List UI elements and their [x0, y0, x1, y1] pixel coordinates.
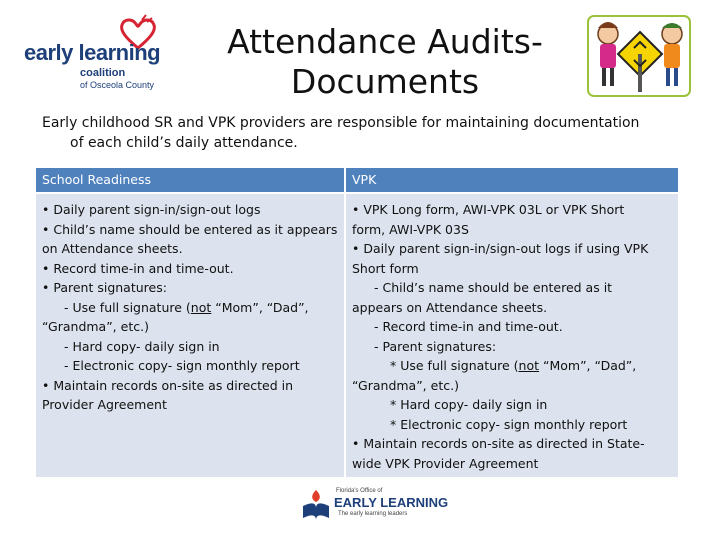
logo-text-coalition: coalition — [80, 67, 126, 79]
footer-line-1: Florida's Office of — [336, 488, 383, 494]
vpk-line: Short form — [352, 260, 419, 276]
sr-line: • Record time-in and time-out. — [42, 260, 234, 276]
sr-line: “Grandma”, etc.) — [42, 319, 149, 334]
title-line-2: Documents — [290, 62, 480, 101]
vpk-line: - Record time-in and time-out. — [374, 319, 563, 334]
logo-text-main: early learning — [24, 40, 161, 65]
vpk-line: • VPK Long form, AWI-VPK 03L or VPK Short — [352, 202, 625, 217]
children-sign-illustration — [584, 10, 694, 102]
sr-line: on Attendance sheets. — [42, 241, 183, 256]
table-body-row — [36, 194, 678, 477]
vpk-line: * Hard copy- daily sign in — [390, 397, 548, 412]
intro-text — [42, 113, 682, 153]
title-line-1: Attendance Audits- — [227, 22, 543, 61]
intro-line-1: Early childhood SR and VPK providers are responsible for maintaining documentation — [42, 115, 640, 131]
page-title — [200, 22, 570, 102]
kids-crossing-icon — [584, 10, 694, 102]
sr-line: - Hard copy- daily sign in — [64, 338, 220, 354]
office-of-early-learning-logo — [296, 486, 449, 526]
sr-line: • Child’s name should be entered as it appears — [42, 221, 338, 237]
vpk-line: • Maintain records on-site as directed in State- — [352, 436, 645, 451]
sr-line-signature: - Use full signature (not “Mom”, “Dad”, — [64, 299, 309, 315]
book-flame-icon — [300, 488, 332, 522]
vpk-line: - Child’s name should be entered as it — [374, 280, 613, 295]
coalition-logo — [22, 14, 172, 94]
vpk-line: “Grandma”, etc.) — [352, 377, 459, 393]
sr-line: • Parent signatures: — [42, 280, 167, 295]
header-vpk: VPK — [346, 168, 678, 192]
footer-line-3: The early learning leaders — [338, 511, 408, 517]
school-readiness-cell — [36, 194, 346, 477]
sr-line: - Electronic copy- sign monthly report — [64, 358, 300, 373]
sr-line: • Daily parent sign-in/sign-out logs — [42, 202, 261, 217]
intro-line-2: of each child’s daily attendance. — [70, 135, 298, 151]
vpk-line: • Daily parent sign-in/sign-out logs if using VPK — [352, 241, 649, 256]
logo-text-county: of Osceola County — [80, 80, 155, 90]
attendance-table — [36, 168, 678, 477]
table-header-row — [36, 168, 678, 192]
sr-line: • Maintain records on-site as directed in — [42, 377, 294, 393]
sr-line: Provider Agreement — [42, 397, 167, 412]
footer-line-2: EARLY LEARNING — [334, 495, 449, 510]
vpk-line-signature: * Use full signature (not “Mom”, “Dad”, — [390, 358, 637, 373]
vpk-line: - Parent signatures: — [374, 338, 497, 354]
vpk-cell — [346, 194, 678, 477]
vpk-line: * Electronic copy- sign monthly report — [390, 416, 628, 432]
vpk-line: appears on Attendance sheets. — [352, 299, 548, 315]
vpk-line: form, AWI-VPK 03S — [352, 221, 469, 237]
vpk-line: wide VPK Provider Agreement — [352, 455, 539, 471]
header-school-readiness: School Readiness — [36, 168, 346, 192]
